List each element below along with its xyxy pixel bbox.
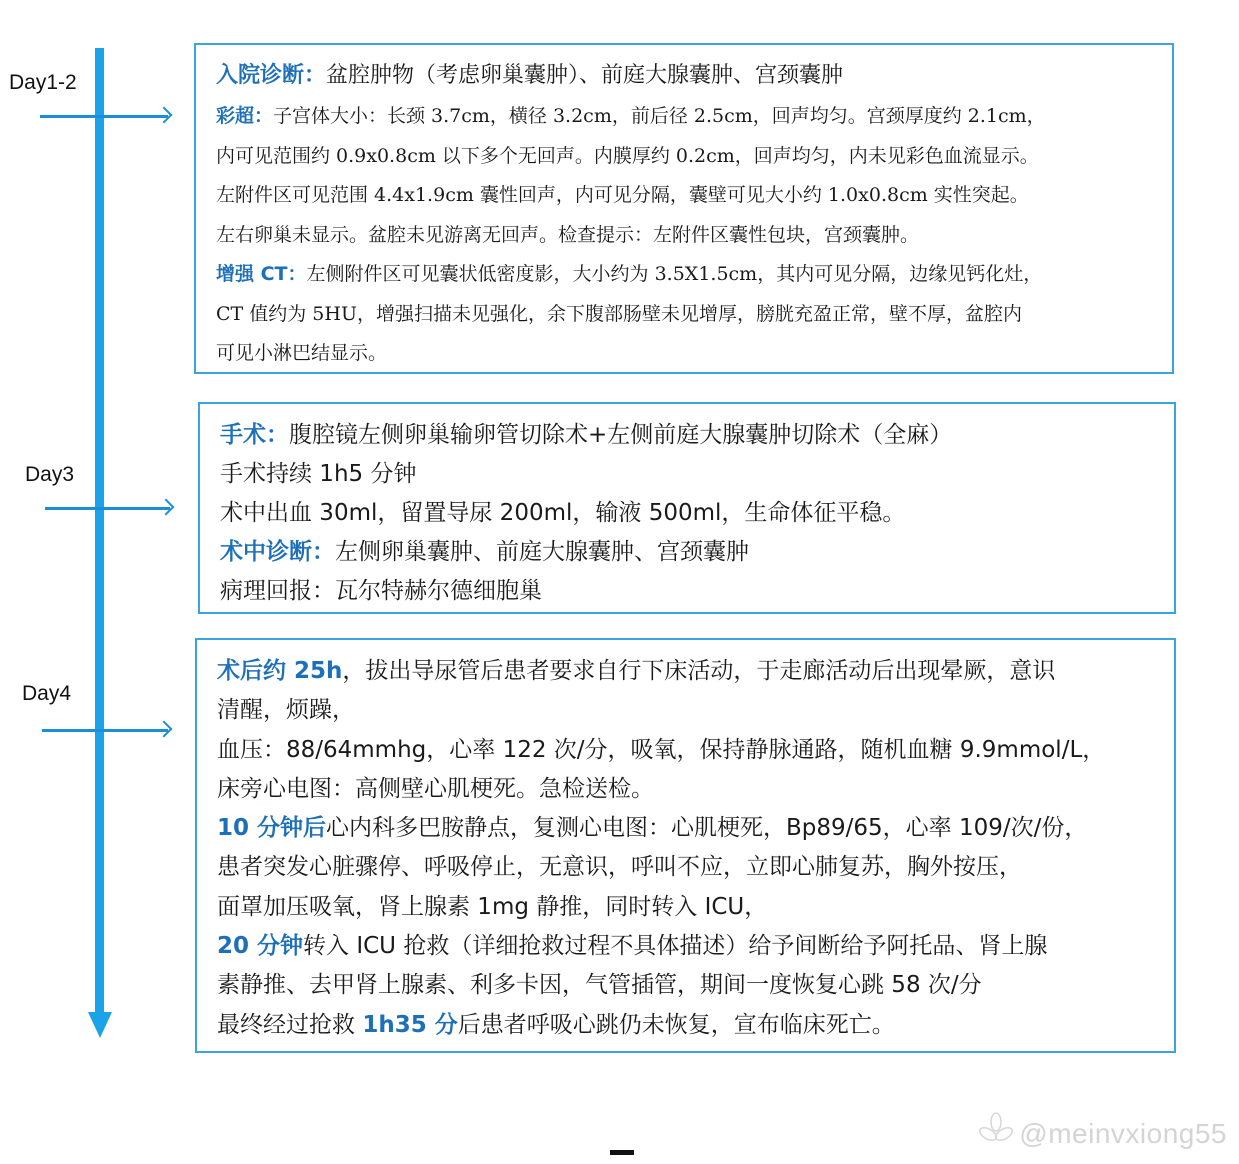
surgery-bleeding: 术中出血 30ml，留置导尿 200ml，输液 500ml，生命体征平稳。 bbox=[220, 500, 906, 526]
arrow-day1 bbox=[40, 115, 168, 118]
postop-line-3: 血压：88/64mmhg，心率 122 次/分，吸氧，保持静脉通路，随机血糖 9.9mmol/L， bbox=[217, 736, 1106, 763]
label-admission-diagnosis: 入院诊断： bbox=[216, 63, 327, 88]
ultrasound-line-2: 内可见范围约 0.9x0.8cm 以下多个无回声。内膜厚约 0.2cm，回声均匀，内未见彩色血流显示。 bbox=[216, 144, 1039, 167]
box-postop bbox=[195, 638, 1176, 1053]
label-postop-25h: 术后约 25h bbox=[217, 658, 343, 684]
postop-line-6: 患者突发心脏骤停、呼吸停止，无意识，呼叫不应，立即心肺复苏，胸外按压， bbox=[217, 854, 1022, 881]
arrow-day3 bbox=[45, 507, 170, 510]
ct-line bbox=[216, 255, 1156, 295]
text-ct: 左侧附件区可见囊状低密度影，大小约为 3.5X1.5cm，其内可见分隔，边缘见钙化灶， bbox=[306, 263, 1043, 285]
admission-diagnosis bbox=[216, 59, 1156, 93]
postop-line-10 bbox=[217, 1006, 1158, 1045]
label-ct: 增强 CT： bbox=[216, 263, 307, 285]
text-postop-8: 转入 ICU 抢救（详细抢救过程不具体描述）给予间断给予阿托品、肾上腺 bbox=[303, 933, 1048, 960]
ultrasound-line bbox=[216, 97, 1156, 137]
label-ultrasound: 彩超： bbox=[216, 105, 274, 127]
ultrasound-line-4: 左右卵巢未显示。盆腔未见游离无回声。检查提示：左附件区囊性包块，宫颈囊肿。 bbox=[216, 223, 920, 246]
text-postop-10: 后患者呼吸心跳仍未恢复，宣布临床死亡。 bbox=[457, 1011, 895, 1038]
postop-line-8 bbox=[217, 927, 1158, 966]
ultrasound-line-3: 左附件区可见范围 4.4x1.9cm 囊性回声，内可见分隔，囊壁可见大小约 1.0x0.8cm 实性突起。 bbox=[216, 184, 1029, 206]
postop-line-1 bbox=[217, 652, 1158, 691]
watermark: @meinvxiong55 bbox=[1019, 1118, 1227, 1149]
day-label-3: Day4 bbox=[22, 682, 72, 705]
postop-line-4: 床旁心电图：高侧壁心肌梗死。急检送检。 bbox=[217, 775, 654, 802]
label-20min: 20 分钟 bbox=[217, 933, 304, 960]
weibo-logo-icon bbox=[976, 1110, 1016, 1150]
label-1h35: 1h35 分 bbox=[362, 1011, 458, 1038]
pathology-report: 病理回报：瓦尔特赫尔德细胞巢 bbox=[220, 578, 542, 604]
day-label-1: Day1-2 bbox=[9, 71, 77, 94]
text-intraop-diagnosis: 左侧卵巢囊肿、前庭大腺囊肿、宫颈囊肿 bbox=[335, 539, 749, 565]
timeline-arrowhead bbox=[88, 1012, 112, 1038]
box-surgery bbox=[198, 402, 1176, 614]
text-postop-10-pre: 最终经过抢救 bbox=[217, 1011, 363, 1038]
arrow-day4 bbox=[42, 729, 168, 732]
label-surgery: 手术： bbox=[220, 422, 289, 448]
postop-line-5 bbox=[217, 809, 1158, 848]
timeline-axis bbox=[95, 48, 104, 1014]
ct-line-2: CT 值约为 5HU，增强扫描未见强化，余下腹部肠壁未见增厚，膀胱充盈正常，壁不厚，盆腔内 bbox=[216, 302, 1022, 325]
postop-line-7: 面罩加压吸氧，肾上腺素 1mg 静推，同时转入 ICU， bbox=[217, 893, 768, 920]
text-postop-1: ，拔出导尿管后患者要求自行下床活动，于走廊活动后出现晕厥，意识 bbox=[342, 658, 1056, 684]
surgery-line bbox=[220, 416, 1158, 455]
page-marker bbox=[610, 1150, 634, 1155]
text-surgery: 腹腔镜左侧卵巢输卵管切除术+左侧前庭大腺囊肿切除术（全麻） bbox=[289, 422, 953, 448]
ct-line-3: 可见小淋巴结显示。 bbox=[216, 342, 388, 364]
label-10min: 10 分钟后 bbox=[217, 815, 327, 842]
box-admission bbox=[194, 43, 1174, 374]
day-label-2: Day3 bbox=[25, 463, 75, 486]
text-admission-diagnosis: 盆腔肿物（考虑卵巢囊肿）、前庭大腺囊肿、宫颈囊肿 bbox=[326, 63, 844, 88]
intraop-diagnosis bbox=[220, 533, 1158, 572]
text-postop-5: 心内科多巴胺静点，复测心电图：心肌梗死，Bp89/65，心率 109/次/份， bbox=[326, 815, 1088, 842]
surgery-duration: 手术持续 1h5 分钟 bbox=[220, 461, 417, 487]
postop-line-9: 素静推、去甲肾上腺素、利多卡因，气管插管，期间一度恢复心跳 58 次/分 bbox=[217, 972, 982, 999]
postop-line-2: 清醒，烦躁， bbox=[217, 697, 355, 724]
label-intraop-diagnosis: 术中诊断： bbox=[220, 539, 335, 565]
text-ultrasound: 子宫体大小：长颈 3.7cm，横径 3.2cm，前后径 2.5cm，回声均匀。宫颈厚度约 2.1cm， bbox=[273, 105, 1046, 127]
